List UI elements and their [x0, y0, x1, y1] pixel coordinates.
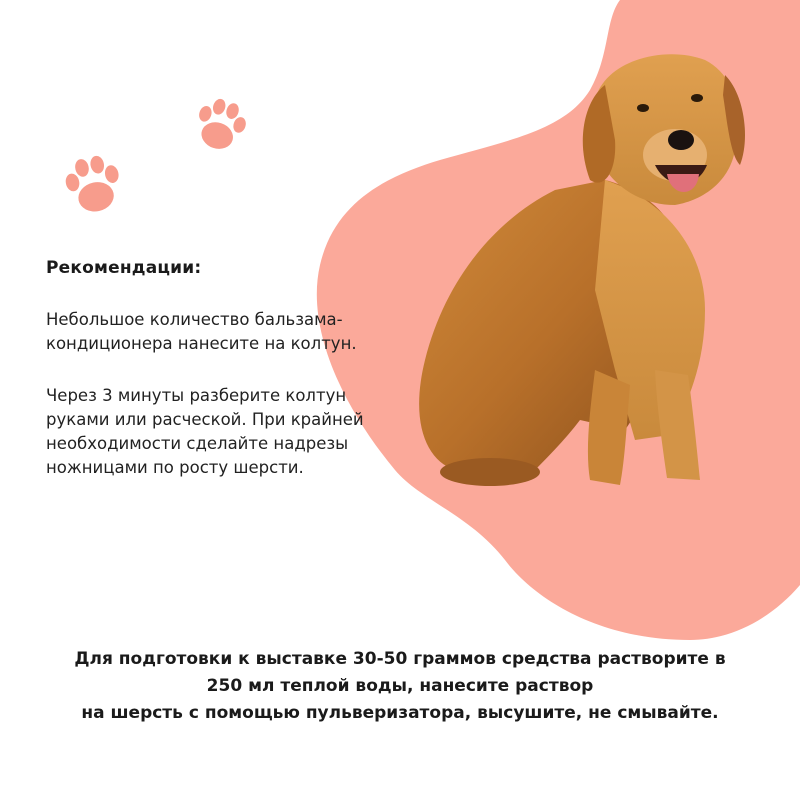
text-line: необходимости сделайте надрезы — [46, 434, 349, 453]
text-line: кондиционера нанесите на колтун. — [46, 334, 357, 353]
text-line: Для подготовки к выставке 30-50 граммов средства растворите в — [74, 649, 726, 669]
recommendations-section — [46, 258, 416, 508]
dog-photo — [405, 40, 750, 495]
text-line: на шерсть с помощью пульверизатора, высушите, не смывайте. — [81, 703, 719, 723]
paw-icon — [185, 92, 255, 162]
paw-icon — [55, 148, 133, 226]
exhibition-instructions — [40, 646, 760, 727]
text-line: 250 мл теплой воды, нанесите раствор — [206, 676, 594, 696]
text-line: Небольшое количество бальзама- — [46, 310, 343, 329]
text-line: руками или расческой. При крайней — [46, 410, 364, 429]
recommendation-paragraph-1 — [46, 308, 416, 356]
recommendation-paragraph-2 — [46, 384, 416, 480]
text-line: ножницами по росту шерсти. — [46, 458, 304, 477]
text-line: Через 3 минуты разберите колтун — [46, 386, 347, 405]
recommendations-heading: Рекомендации: — [46, 258, 202, 278]
